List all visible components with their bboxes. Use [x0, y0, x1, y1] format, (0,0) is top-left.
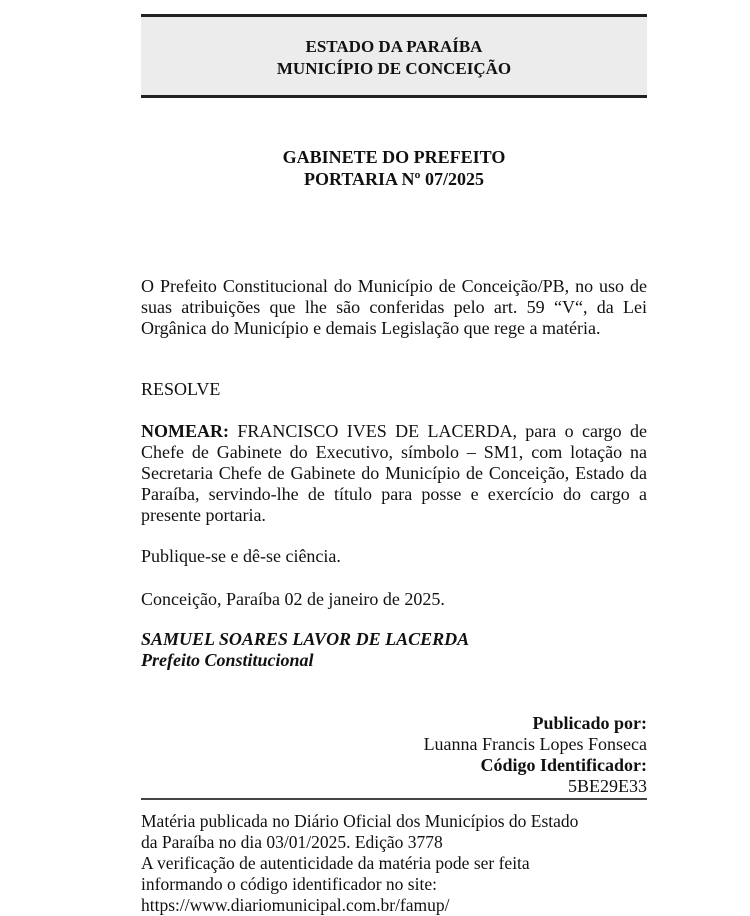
signature-role: Prefeito Constitucional [141, 650, 314, 670]
published-label: Publicado por: [532, 713, 647, 733]
nomear-paragraph [141, 421, 647, 526]
published-block [424, 713, 647, 797]
date-paragraph: Conceição, Paraíba 02 de janeiro de 2025. [141, 589, 445, 609]
intro-paragraph: O Prefeito Constitucional do Município de Conceição/PB, no uso de suas atribuições que lhe são conferidas pelo art. 59 “V“, da Lei Orgânica do Município e demais Legislação que rege a matéria. [141, 276, 647, 338]
footer-line-3: A verificação de autenticidade da matéria pode ser feita [141, 853, 530, 873]
publique-paragraph: Publique-se e dê-se ciência. [141, 546, 341, 566]
footer-url-link[interactable]: https://www.diariomunicipal.com.br/famup/ [141, 895, 450, 915]
footer-notice [141, 811, 661, 916]
resolve-paragraph: RESOLVE [141, 379, 221, 399]
identifier-label: Código Identificador: [480, 755, 647, 775]
signature-name: SAMUEL SOARES LAVOR DE LACERDA [141, 629, 470, 649]
footer-line-1: Matéria publicada no Diário Oficial dos Municípios do Estado [141, 811, 579, 831]
footer-line-2: da Paraíba no dia 03/01/2025. Edição 3778 [141, 832, 443, 852]
identifier-code: 5BE29E33 [568, 776, 647, 796]
header-municipality: MUNICÍPIO DE CONCEIÇÃO [276, 59, 512, 78]
header-band [141, 14, 647, 98]
nomear-label: NOMEAR: [141, 421, 229, 441]
header-state: ESTADO DA PARAÍBA [305, 37, 483, 56]
title-office: GABINETE DO PREFEITO [282, 147, 506, 167]
publisher-name: Luanna Francis Lopes Fonseca [423, 734, 647, 754]
nomear-text: FRANCISCO IVES DE LACERDA, para o cargo de Chefe de Gabinete do Executivo, símbolo – SM1, com lotação na Secretaria Chefe de Gabinete do Município de Conceição, Estado da Paraíba, servindo-lhe de título para posse e exercício do cargo a presente portaria. [141, 421, 647, 525]
footer-divider [141, 798, 647, 800]
footer-line-4: informando o código identificador no site: [141, 874, 437, 894]
signature-block [141, 629, 469, 671]
title-ordinance-number: PORTARIA Nº 07/2025 [304, 169, 484, 189]
identifier-line [424, 755, 647, 797]
document-title [141, 146, 647, 190]
